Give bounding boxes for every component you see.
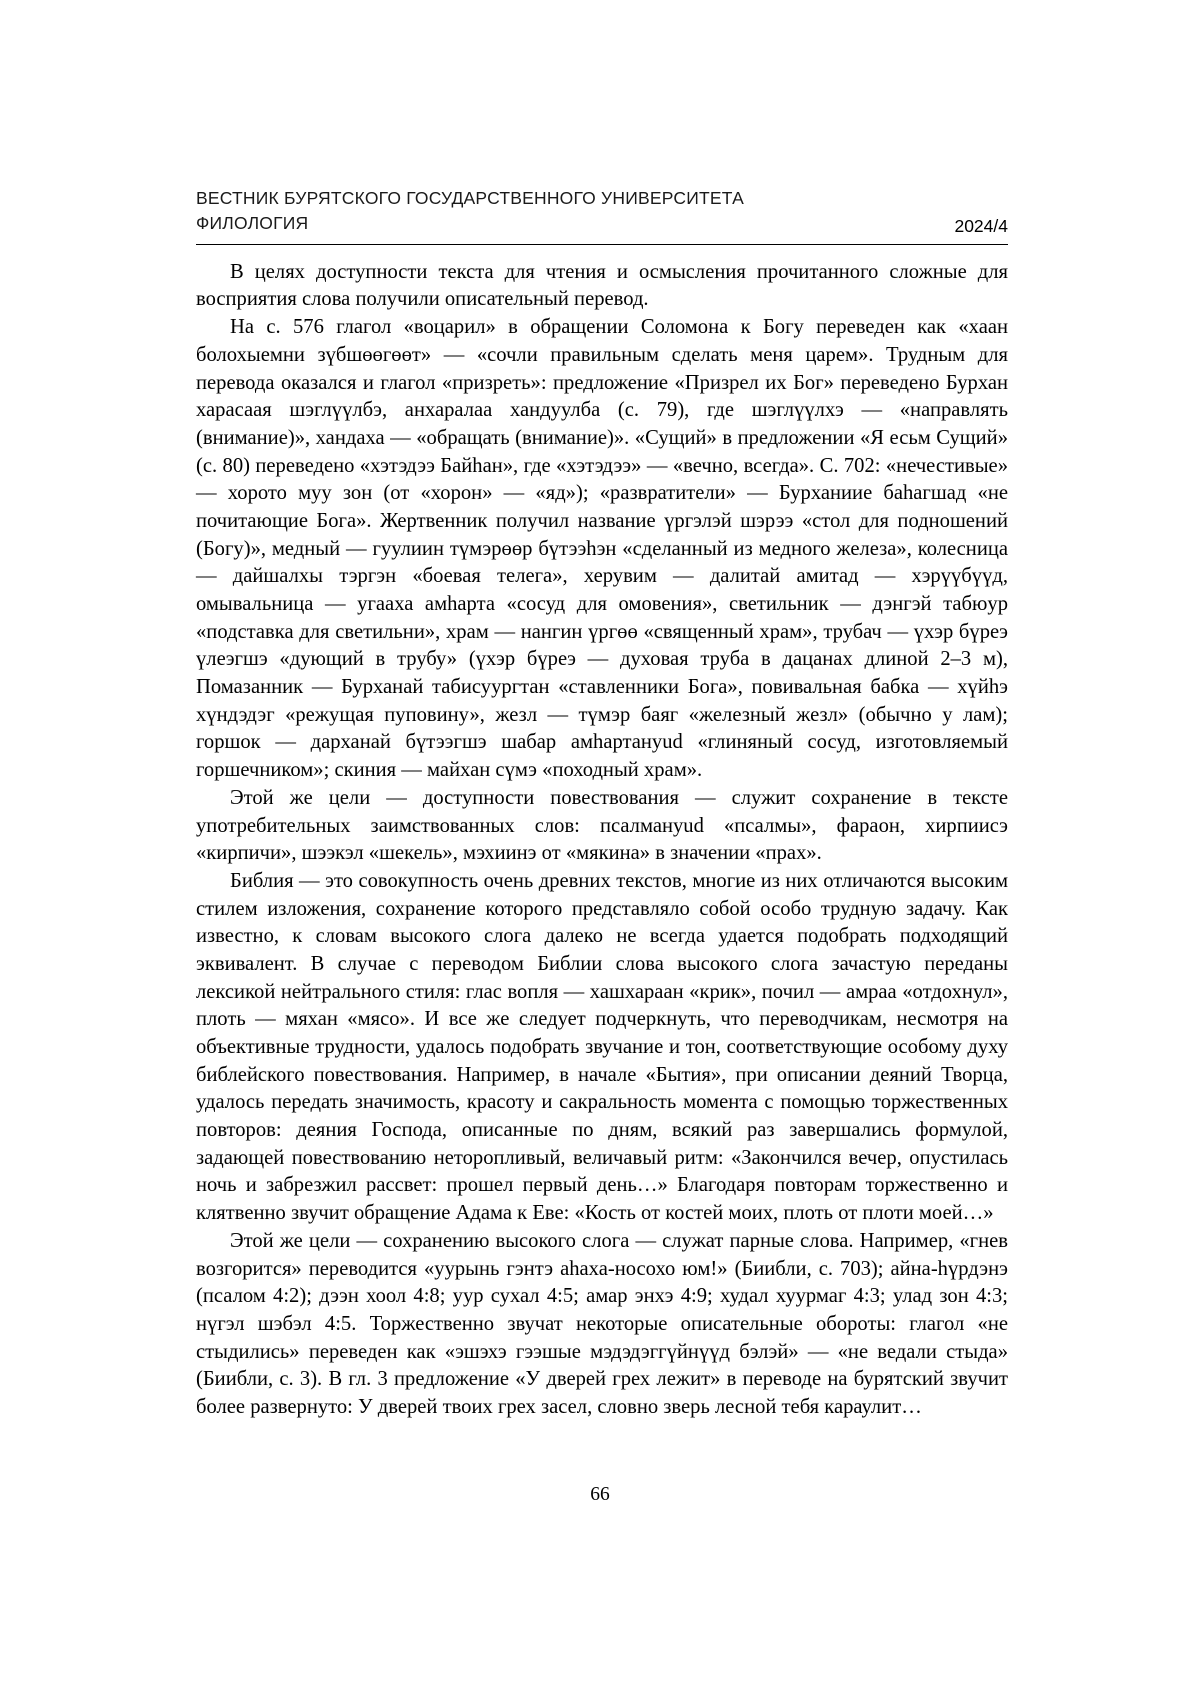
page-header bbox=[196, 186, 1008, 237]
page-number: 66 bbox=[590, 1484, 610, 1505]
paragraph: Библия — это совокупность очень древних текстов, многие из них отличаются высоким стилем изложения, сохранение которого представляло собой особо трудную задачу. Как известно, к словам высокого слога далеко не всегда удается подобрать подходящий эквивалент. В случае с переводом Библии слова высокого слога зачастую переданы лексикой нейтрального стиля: глас вопля — хашхараан «крик», почил — амраа «отдохнул», плоть — мяхан «мясо». И все же следует подчеркнуть, что переводчикам, несмотря на объективные трудности, удалось подобрать звучание и тон, соответствующие особому духу библейского повествования. Например, в начале «Бытия», при описании деяний Творца, удалось передать значимость, красоту и сакральность момента с помощью торжественных повторов: деяния Господа, описанные по дням, всякий раз завершались формулой, задающей повествованию неторопливый, величавый ритм: «Закончился вечер, опустилась ночь и забрезжил рассвет: прошел первый день…» Благодаря повторам торжественно и клятвенно звучит обращение Адама к Еве: «Кость от костей моих, плоть от плоти моей…» bbox=[196, 869, 1008, 1225]
journal-section: ФИЛОЛОГИЯ bbox=[196, 213, 309, 234]
journal-title: ВЕСТНИК БУРЯТСКОГО ГОСУДАРСТВЕННОГО УНИВЕРСИТЕТА bbox=[196, 188, 744, 208]
issue-number: 2024/4 bbox=[954, 215, 1008, 236]
paragraph: Этой же цели — сохранению высокого слога — служат парные слова. Например, «гнев возгорится» переводится «уурынь гэнтэ аhаха-носохо юм!» (Биибли, с. 703); айна-hүрдэнэ (псалом 4:2); дээн хоол 4:8; уур сухал 4:5; амар энхэ 4:9; худал хуурмаг 4:3; улад зон 4:3; нүгэл шэбэл 4:5. Торжественно звучат некоторые описательные обороты: глагол «не стыдились» переведен как «эшэхэ гээшые мэдэдэггүйнүүд бэлэй» — «не ведали стыда» (Биибли, с. 3). В гл. 3 предложение «У дверей грех лежит» в переводе на бурятский звучит более развернуто: У дверей твоих грех засел, словно зверь лесной тебя караулит… bbox=[196, 1229, 1008, 1418]
paragraph: Этой же цели — доступности повествования — служит сохранение в тексте употребительных заимствованных слов: псалмануud «псалмы», фараон, хирпиисэ «кирпичи», шээкэл «шекель», мэхиинэ от «мякина» в значении «прах». bbox=[196, 786, 1008, 865]
article-body bbox=[196, 259, 1008, 1422]
paragraph: В целях доступности текста для чтения и осмысления прочитанного сложные для восприятия слова получили описательный перевод. bbox=[196, 260, 1008, 311]
journal-title-block bbox=[196, 186, 938, 237]
page-content bbox=[196, 186, 1008, 1422]
paragraph: На с. 576 глагол «воцарил» в обращении Соломона к Богу переведен как «хаан болохыемни зүбшөөгөөт» — «сочли правильным сделать меня царем». Трудным для перевода оказался и глагол «призреть»: предложение «Призрел их Бог» переведено Бурхан харасаая шэглүүлбэ, анхаралаа хандуулба (с. 79), где шэглүүлхэ — «направлять (внимание)», хандаха — «обращать (внимание)». «Сущий» в предложении «Я есьм Сущий» (с. 80) переведено «хэтэдээ Байhан», где «хэтэдээ» — «вечно, всегда». С. 702: «нечестивые» — хорото муу зон (от «хорон» — «яд»); «развратители» — Бурханиие баhагшад «не почитающие Бога». Жертвенник получил название үргэлэй шэрээ «стол для подношений (Богу)», медный — гуулиин түмэрөөр бүтээhэн «сделанный из медного железа», колесница — дайшалхы тэргэн «боевая телега», херувим — далитай амитад — хэрүүбүүд, омывальница — угааха амhарта «сосуд для омовения», светильник — дэнгэй табюур «подставка для светильни», храм — нангин үргөө «священный храм», трубач — үхэр бүреэ үлеэгшэ «дующий в трубу» (үхэр бүреэ — духовая труба в дацанах длиной 2–3 м), Помазанник — Бурханай табисуургтан «ставленники Бога», повивальная бабка — хүйhэ хүндэдэг «режущая пуповину», жезл — түмэр баяг «железный жезл» (обычно у лам); горшок — дарханай бүтээгшэ шабар амhартануud «глиняный сосуд, изготовляемый горшечником»; скиния — майхан сүмэ «походный храм». bbox=[196, 316, 1008, 782]
header-divider bbox=[196, 244, 1008, 245]
